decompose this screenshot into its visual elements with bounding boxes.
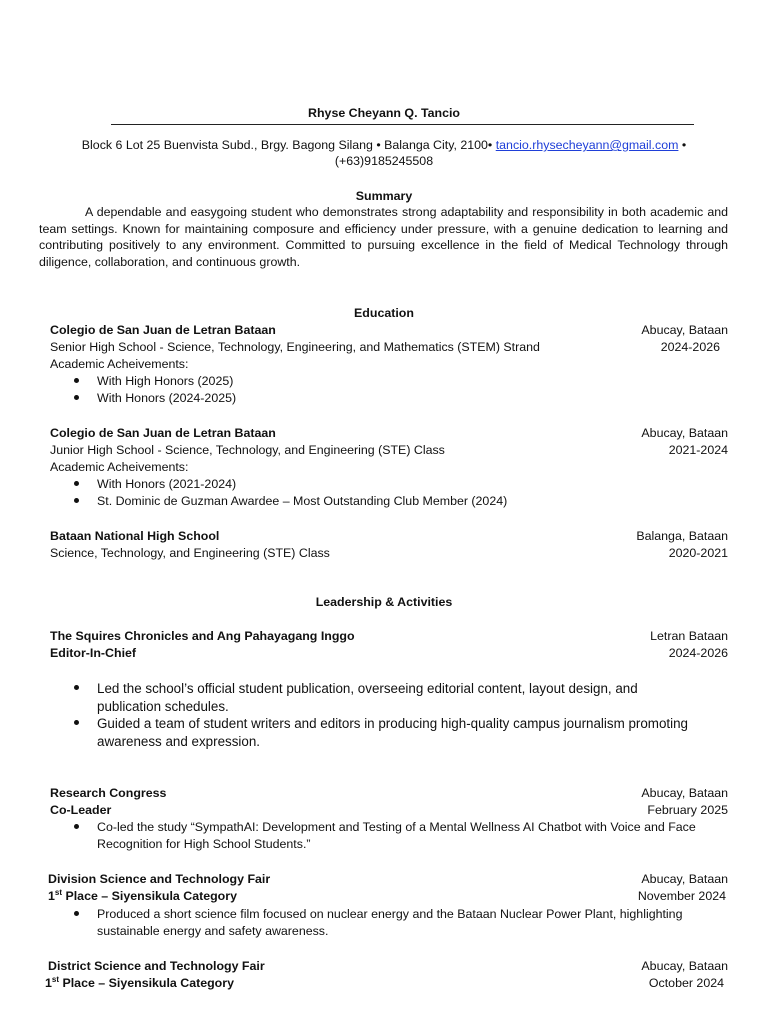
lead-4-org: District Science and Technology Fair — [48, 959, 265, 973]
edu-2-item: With Honors (2021-2024) — [97, 477, 237, 491]
role-ordinal-suffix: st — [54, 887, 63, 897]
lead-1-role: Editor-In-Chief — [50, 646, 137, 660]
summary-text: A dependable and easygoing student who demonstrates strong adaptability and responsibility in both academic and team settings. Known for maintaining composure and efficiency under pressure, with a genuine dedication to learning and contributing positively to any environment. Committed to pursuing excellence in the field of Medical Technology through diligence, collaboration, and continuous growth. — [39, 205, 728, 269]
lead-3-location: Abucay, Bataan — [641, 872, 728, 886]
lead-2-org: Research Congress — [50, 786, 167, 800]
lead-2-item: Co-led the study “SympathAI: Development and Testing of a Mental Wellness AI Chatbot with Voice and Face Recognition for High School Students.” — [97, 820, 696, 851]
summary-heading: Summary — [355, 189, 413, 203]
lead-4-location: Abucay, Bataan — [641, 959, 728, 973]
role-ordinal-suffix: st — [51, 974, 60, 984]
edu-2-ach-label: Academic Acheivements: — [50, 460, 189, 474]
bullet-icon — [74, 476, 82, 484]
bullet-icon — [74, 680, 82, 688]
bullet-icon — [74, 715, 82, 723]
lead-2-role: Co-Leader — [50, 803, 112, 817]
name-underline — [111, 124, 694, 125]
edu-3-school: Bataan National High School — [50, 529, 220, 543]
lead-4-role — [45, 975, 234, 992]
bullet-icon — [74, 390, 82, 398]
edu-2-location: Abucay, Bataan — [641, 426, 728, 440]
separator-dot: • — [681, 138, 687, 152]
summary-paragraph — [39, 204, 728, 270]
role-text: Place – Siyensikula Category — [62, 889, 237, 903]
edu-1-school: Colegio de San Juan de Letran Bataan — [50, 323, 276, 337]
leadership-heading: Leadership & Activities — [315, 595, 453, 609]
lead-1-location: Letran Bataan — [650, 629, 728, 643]
lead-1-org: The Squires Chronicles and Ang Pahayagang Inggo — [50, 629, 355, 643]
bullet-icon — [74, 819, 82, 827]
resume-name: Rhyse Cheyann Q. Tancio — [308, 106, 460, 120]
edu-3-location: Balanga, Bataan — [636, 529, 728, 543]
bullet-icon — [74, 906, 82, 914]
role-number: 1 — [45, 976, 52, 990]
bullet-icon — [74, 373, 82, 381]
lead-1-item: Led the school’s official student publication, overseeing editorial content, layout design, and publication schedules. — [97, 681, 638, 714]
email-link[interactable]: tancio.rhysecheyann@gmail.com — [495, 138, 679, 152]
lead-3-dates: November 2024 — [637, 889, 726, 903]
edu-1-ach-label: Academic Acheivements: — [50, 357, 189, 371]
lead-3-item: Produced a short science film focused on nuclear energy and the Bataan Nuclear Power Plant, highlighting sustainable energy and safety awareness. — [97, 907, 683, 938]
edu-1-program: Senior High School - Science, Technology, Engineering, and Mathematics (STEM) Strand — [50, 340, 540, 354]
edu-1-item: With High Honors (2025) — [97, 374, 234, 388]
bullet-icon — [74, 493, 82, 501]
edu-1-location: Abucay, Bataan — [641, 323, 728, 337]
phone-number: (+63)9185245508 — [334, 154, 434, 168]
contact-line — [0, 137, 768, 154]
lead-4-dates: October 2024 — [648, 976, 724, 990]
role-text: Place – Siyensikula Category — [59, 976, 234, 990]
edu-2-item: St. Dominic de Guzman Awardee – Most Outstanding Club Member (2024) — [97, 494, 508, 508]
edu-2-program: Junior High School - Science, Technology, and Engineering (STE) Class — [50, 443, 445, 457]
lead-3-role — [48, 888, 237, 905]
address-text: Block 6 Lot 25 Buenvista Subd., Brgy. Bagong Silang • Balanga City, 2100• — [81, 138, 493, 152]
edu-3-program: Science, Technology, and Engineering (STE) Class — [50, 546, 330, 560]
lead-2-location: Abucay, Bataan — [641, 786, 728, 800]
role-number: 1 — [48, 889, 55, 903]
lead-1-dates: 2024-2026 — [668, 646, 728, 660]
lead-3-org: Division Science and Technology Fair — [48, 872, 271, 886]
education-heading: Education — [354, 306, 414, 320]
edu-3-years: 2020-2021 — [668, 546, 728, 560]
edu-1-item: With Honors (2024-2025) — [97, 391, 237, 405]
edu-2-school: Colegio de San Juan de Letran Bataan — [50, 426, 276, 440]
edu-1-years: 2024-2026 — [660, 340, 720, 354]
edu-2-years: 2021-2024 — [668, 443, 728, 457]
lead-1-item: Guided a team of student writers and editors in producing high-quality campus journalism promoting awareness and expression. — [97, 716, 688, 749]
lead-2-dates: February 2025 — [647, 803, 728, 817]
